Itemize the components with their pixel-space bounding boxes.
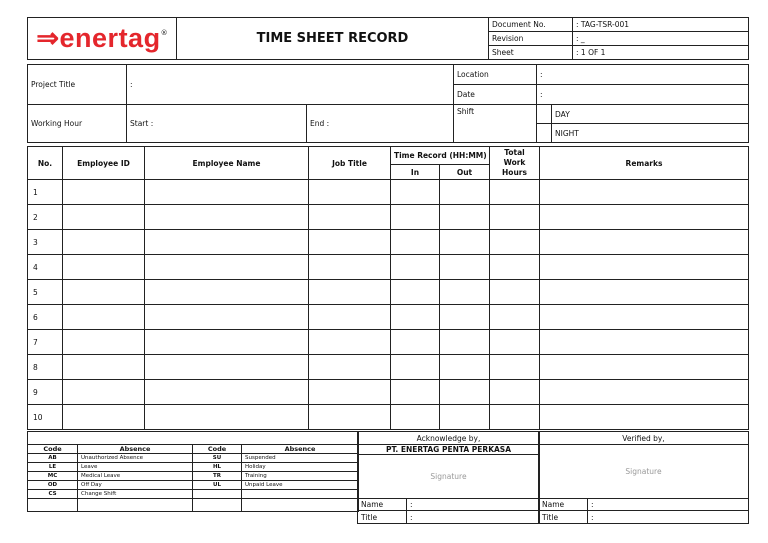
- legend-rows: [28, 454, 359, 512]
- employee-name-cell[interactable]: [145, 255, 309, 280]
- header-table: [27, 17, 749, 60]
- legend-code: [28, 499, 78, 512]
- legend-text: Holiday: [242, 463, 359, 472]
- employee-id-cell[interactable]: [63, 280, 145, 305]
- employee-name-cell[interactable]: [145, 305, 309, 330]
- row-no: 4: [28, 255, 63, 280]
- employee-id-cell[interactable]: [63, 305, 145, 330]
- total-work-hours-cell[interactable]: [490, 330, 540, 355]
- total-work-hours-cell[interactable]: [490, 355, 540, 380]
- legend-text: Suspended: [242, 454, 359, 463]
- table-row: [28, 230, 749, 255]
- time-in-cell[interactable]: [391, 180, 440, 205]
- page-title: TIME SHEET RECORD: [177, 18, 489, 60]
- legend-text: Leave: [78, 463, 193, 472]
- legend-row: [28, 463, 359, 472]
- time-out-cell[interactable]: [440, 330, 490, 355]
- time-out-cell[interactable]: [440, 305, 490, 330]
- time-out-cell[interactable]: [440, 380, 490, 405]
- remarks-cell[interactable]: [540, 355, 749, 380]
- time-in-cell[interactable]: [391, 255, 440, 280]
- row-no: 6: [28, 305, 63, 330]
- acknowledge-label: Acknowledge by,: [358, 432, 540, 445]
- legend-code: CS: [28, 490, 78, 499]
- job-title-cell[interactable]: [309, 180, 391, 205]
- col-no: No.: [28, 147, 63, 180]
- legend-code: HL: [193, 463, 242, 472]
- sheet-value[interactable]: : 1 OF 1: [573, 46, 749, 60]
- legend-code: UL: [193, 481, 242, 490]
- acknowledge-name-field[interactable]: :: [407, 499, 540, 511]
- remarks-cell[interactable]: [540, 205, 749, 230]
- col-out: Out: [440, 165, 490, 180]
- table-row: [28, 180, 749, 205]
- employee-name-cell[interactable]: [145, 355, 309, 380]
- remarks-cell[interactable]: [540, 255, 749, 280]
- employee-id-cell[interactable]: [63, 380, 145, 405]
- time-out-cell[interactable]: [440, 255, 490, 280]
- employee-id-cell[interactable]: [63, 330, 145, 355]
- time-in-cell[interactable]: [391, 330, 440, 355]
- legend-text: [242, 490, 359, 499]
- legend-code: LE: [28, 463, 78, 472]
- project-title-field[interactable]: :: [127, 65, 454, 105]
- employee-id-cell[interactable]: [63, 205, 145, 230]
- row-no: 8: [28, 355, 63, 380]
- col-employee-id: Employee ID: [63, 147, 145, 180]
- employee-id-cell[interactable]: [63, 355, 145, 380]
- legend-text: Training: [242, 472, 359, 481]
- employee-name-cell[interactable]: [145, 405, 309, 430]
- time-out-cell[interactable]: [440, 180, 490, 205]
- row-no: 10: [28, 405, 63, 430]
- verified-title-label: Title: [539, 511, 588, 524]
- remarks-cell[interactable]: [540, 405, 749, 430]
- sheet-label: Sheet: [489, 46, 573, 60]
- total-work-hours-cell[interactable]: [490, 305, 540, 330]
- legend-absence-header: Absence: [78, 445, 193, 454]
- employee-name-cell[interactable]: [145, 280, 309, 305]
- table-row: [28, 330, 749, 355]
- verified-name-field[interactable]: :: [588, 499, 749, 511]
- table-row: [28, 255, 749, 280]
- legend-text: Medical Leave: [78, 472, 193, 481]
- row-no: 7: [28, 330, 63, 355]
- time-in-cell[interactable]: [391, 230, 440, 255]
- employee-name-cell[interactable]: [145, 330, 309, 355]
- legend-code: TR: [193, 472, 242, 481]
- legend-text: Change Shift: [78, 490, 193, 499]
- logo-text: enertag: [59, 23, 161, 53]
- legend-code-header-2: Code: [193, 445, 242, 454]
- logo-arrow-icon: ⇒: [36, 23, 60, 53]
- job-title-cell[interactable]: [309, 255, 391, 280]
- employee-name-cell[interactable]: [145, 180, 309, 205]
- verified-signature-box[interactable]: Signature: [539, 445, 749, 499]
- project-info-table: [27, 64, 749, 105]
- job-title-cell[interactable]: [309, 305, 391, 330]
- verified-title-field[interactable]: :: [588, 511, 749, 524]
- employee-name-cell[interactable]: [145, 205, 309, 230]
- legend-text: Off Day: [78, 481, 193, 490]
- location-label: Location: [454, 65, 537, 85]
- col-in: In: [391, 165, 440, 180]
- acknowledge-title-label: Title: [358, 511, 407, 524]
- legend-text: Unpaid Leave: [242, 481, 359, 490]
- acknowledge-signature-box[interactable]: Signature: [358, 455, 540, 499]
- employee-id-cell[interactable]: [63, 230, 145, 255]
- col-employee-name: Employee Name: [145, 147, 309, 180]
- time-sheet-form: [27, 17, 748, 525]
- revision-label: Revision: [489, 32, 573, 46]
- legend-code: MC: [28, 472, 78, 481]
- job-title-cell[interactable]: [309, 355, 391, 380]
- legend-row: [28, 472, 359, 481]
- table-row: [28, 380, 749, 405]
- time-in-cell[interactable]: [391, 405, 440, 430]
- time-out-cell[interactable]: [440, 355, 490, 380]
- col-remarks: Remarks: [540, 147, 749, 180]
- row-no: 1: [28, 180, 63, 205]
- employee-name-cell[interactable]: [145, 380, 309, 405]
- legend-text: [242, 499, 359, 512]
- time-in-cell[interactable]: [391, 380, 440, 405]
- time-in-cell[interactable]: [391, 305, 440, 330]
- row-no: 5: [28, 280, 63, 305]
- day-label: DAY: [552, 105, 749, 124]
- remarks-cell[interactable]: [540, 305, 749, 330]
- total-work-hours-cell[interactable]: [490, 180, 540, 205]
- table-row: [28, 355, 749, 380]
- job-title-cell[interactable]: [309, 380, 391, 405]
- verified-block: [538, 431, 749, 524]
- employee-id-cell[interactable]: [63, 255, 145, 280]
- legend-row: [28, 499, 359, 512]
- absence-legend: [27, 431, 359, 512]
- working-hour-table: [27, 104, 749, 143]
- acknowledge-title-field[interactable]: :: [407, 511, 540, 524]
- acknowledge-block: [357, 431, 540, 524]
- total-work-hours-cell[interactable]: [490, 380, 540, 405]
- time-out-cell[interactable]: [440, 405, 490, 430]
- legend-code-header: Code: [28, 445, 78, 454]
- legend-text: [78, 499, 193, 512]
- revision-value[interactable]: : _: [573, 32, 749, 46]
- legend-code: [193, 490, 242, 499]
- time-record-table: [27, 146, 749, 430]
- registered-mark: ®: [160, 29, 168, 37]
- table-row: [28, 405, 749, 430]
- employee-name-cell[interactable]: [145, 230, 309, 255]
- date-field[interactable]: :: [537, 85, 749, 105]
- start-field[interactable]: Start :: [127, 105, 307, 143]
- time-out-cell[interactable]: [440, 205, 490, 230]
- total-work-hours-cell[interactable]: [490, 280, 540, 305]
- job-title-cell[interactable]: [309, 405, 391, 430]
- project-title-label: Project Title: [28, 65, 127, 105]
- employee-id-cell[interactable]: [63, 180, 145, 205]
- end-field[interactable]: End :: [307, 105, 454, 143]
- night-checkbox[interactable]: [537, 124, 552, 143]
- row-no: 9: [28, 380, 63, 405]
- col-job-title: Job Title: [309, 147, 391, 180]
- col-time-record: Time Record (HH:MM): [391, 147, 490, 165]
- legend-row: [28, 490, 359, 499]
- verified-label: Verified by,: [539, 432, 749, 445]
- night-label: NIGHT: [552, 124, 749, 143]
- total-work-hours-cell[interactable]: [490, 205, 540, 230]
- document-no-value[interactable]: : TAG-TSR-001: [573, 18, 749, 32]
- verified-name-label: Name: [539, 499, 588, 511]
- table-row: [28, 280, 749, 305]
- location-field[interactable]: :: [537, 65, 749, 85]
- col-total-work-hours: Total Work Hours: [490, 147, 540, 180]
- acknowledge-company: PT. ENERTAG PENTA PERKASA: [358, 445, 540, 455]
- remarks-cell[interactable]: [540, 280, 749, 305]
- legend-spacer: [28, 432, 359, 445]
- working-hour-label: Working Hour: [28, 105, 127, 143]
- time-record-rows: [28, 180, 749, 430]
- acknowledge-name-label: Name: [358, 499, 407, 511]
- job-title-cell[interactable]: [309, 230, 391, 255]
- table-row: [28, 205, 749, 230]
- legend-code: SU: [193, 454, 242, 463]
- time-in-cell[interactable]: [391, 355, 440, 380]
- job-title-cell[interactable]: [309, 280, 391, 305]
- date-label: Date: [454, 85, 537, 105]
- row-no: 3: [28, 230, 63, 255]
- legend-row: [28, 454, 359, 463]
- employee-id-cell[interactable]: [63, 405, 145, 430]
- time-in-cell[interactable]: [391, 205, 440, 230]
- remarks-cell[interactable]: [540, 380, 749, 405]
- job-title-cell[interactable]: [309, 205, 391, 230]
- job-title-cell[interactable]: [309, 330, 391, 355]
- legend-code: [193, 499, 242, 512]
- remarks-cell[interactable]: [540, 180, 749, 205]
- time-in-cell[interactable]: [391, 280, 440, 305]
- remarks-cell[interactable]: [540, 330, 749, 355]
- legend-code: OD: [28, 481, 78, 490]
- total-work-hours-cell[interactable]: [490, 230, 540, 255]
- total-work-hours-cell[interactable]: [490, 255, 540, 280]
- day-checkbox[interactable]: [537, 105, 552, 124]
- row-no: 2: [28, 205, 63, 230]
- total-work-hours-cell[interactable]: [490, 405, 540, 430]
- legend-code: AB: [28, 454, 78, 463]
- time-out-cell[interactable]: [440, 230, 490, 255]
- shift-label: Shift: [454, 105, 537, 143]
- legend-row: [28, 481, 359, 490]
- document-no-label: Document No.: [489, 18, 573, 32]
- remarks-cell[interactable]: [540, 230, 749, 255]
- time-out-cell[interactable]: [440, 280, 490, 305]
- logo: [28, 18, 177, 60]
- table-row: [28, 305, 749, 330]
- legend-text: Unauthorized Absence: [78, 454, 193, 463]
- legend-absence-header-2: Absence: [242, 445, 359, 454]
